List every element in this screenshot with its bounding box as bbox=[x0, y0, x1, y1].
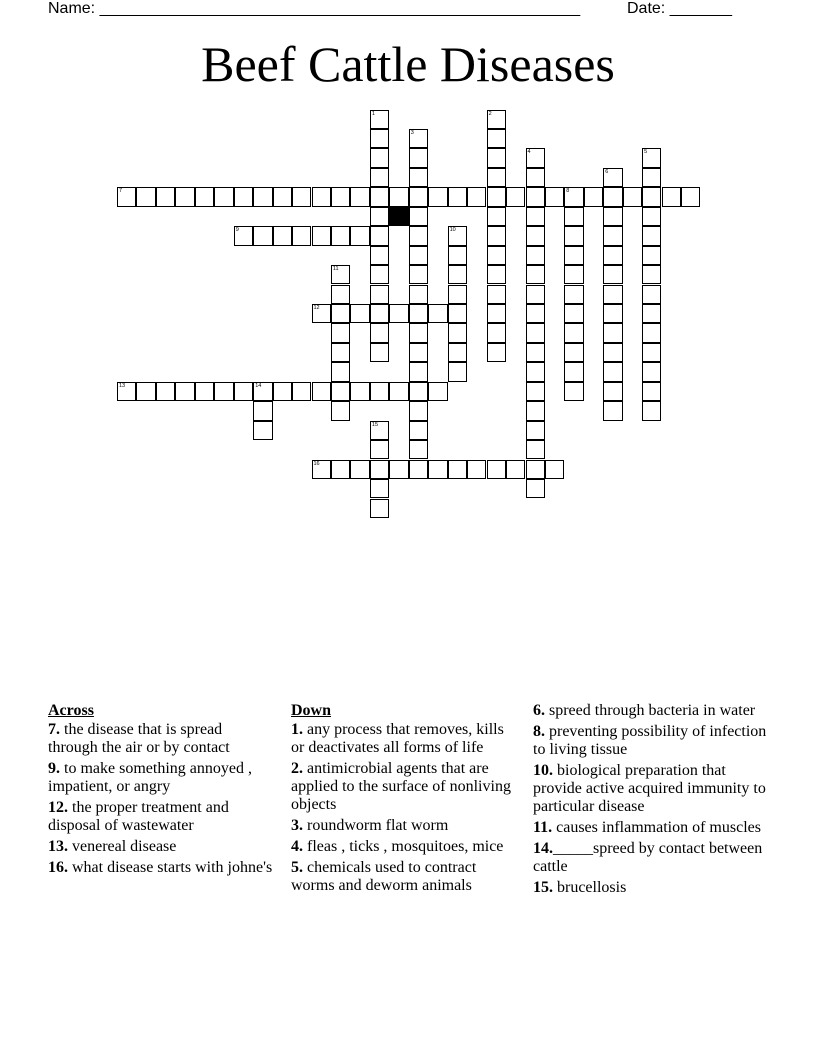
down-clue bbox=[291, 859, 517, 895]
grid-cell[interactable] bbox=[117, 187, 136, 206]
grid-cell[interactable] bbox=[448, 226, 467, 245]
grid-cell[interactable] bbox=[467, 187, 486, 206]
grid-cell[interactable] bbox=[448, 187, 467, 206]
across-heading: Across bbox=[48, 702, 94, 719]
grid-cell[interactable] bbox=[564, 246, 583, 265]
grid-cell[interactable] bbox=[370, 343, 389, 362]
grid-cell[interactable] bbox=[487, 323, 506, 342]
down-clue bbox=[533, 702, 773, 720]
cell-number: 11 bbox=[332, 266, 339, 273]
grid-cell[interactable] bbox=[409, 246, 428, 265]
grid-cell[interactable] bbox=[526, 440, 545, 459]
cell-number: 1 bbox=[371, 110, 375, 117]
grid-cell[interactable] bbox=[292, 226, 311, 245]
grid-cell[interactable] bbox=[506, 187, 525, 206]
grid-cell[interactable] bbox=[603, 285, 622, 304]
grid-cell[interactable] bbox=[175, 382, 194, 401]
page-title: Beef Cattle Diseases bbox=[201, 36, 615, 92]
grid-cell[interactable] bbox=[487, 168, 506, 187]
grid-cell[interactable] bbox=[467, 460, 486, 479]
grid-cell[interactable] bbox=[409, 421, 428, 440]
grid-cell[interactable] bbox=[642, 343, 661, 362]
grid-cell[interactable] bbox=[370, 499, 389, 518]
clue-number: 2. bbox=[291, 760, 303, 777]
cell-number: 13 bbox=[119, 382, 126, 389]
across-clues bbox=[48, 702, 274, 880]
grid-cell[interactable] bbox=[428, 187, 447, 206]
name-field-label: Name: ______________________________________________________ bbox=[48, 0, 581, 17]
grid-cell[interactable] bbox=[603, 168, 622, 187]
clue-text: brucellosis bbox=[553, 879, 627, 896]
grid-cell[interactable] bbox=[526, 323, 545, 342]
grid-cell[interactable] bbox=[195, 382, 214, 401]
grid-cell[interactable] bbox=[331, 460, 350, 479]
grid-cell[interactable] bbox=[409, 304, 428, 323]
cell-number: 14 bbox=[255, 382, 262, 389]
grid-cell[interactable] bbox=[409, 285, 428, 304]
clue-text: to make something annoyed , impatient, or angry bbox=[48, 760, 252, 795]
grid-cell[interactable] bbox=[681, 187, 700, 206]
grid-cell[interactable] bbox=[642, 246, 661, 265]
grid-cell[interactable] bbox=[487, 226, 506, 245]
clue-text: any process that removes, kills or deactivates all forms of life bbox=[291, 721, 504, 756]
grid-cell[interactable] bbox=[564, 226, 583, 245]
grid-cell[interactable] bbox=[370, 226, 389, 245]
grid-cell[interactable] bbox=[370, 285, 389, 304]
grid-cell[interactable] bbox=[253, 187, 272, 206]
grid-cell[interactable] bbox=[545, 187, 564, 206]
cell-number: 12 bbox=[313, 305, 320, 311]
grid-cell[interactable] bbox=[448, 323, 467, 342]
grid-cell[interactable] bbox=[370, 479, 389, 498]
grid-cell[interactable] bbox=[428, 460, 447, 479]
cell-number: 3 bbox=[410, 129, 414, 136]
clue-text: preventing possibility of infection to living tissue bbox=[533, 723, 767, 758]
clue-text: venereal disease bbox=[68, 838, 177, 855]
grid-cell[interactable] bbox=[487, 265, 506, 284]
grid-cell[interactable] bbox=[409, 401, 428, 420]
grid-cell[interactable] bbox=[312, 187, 331, 206]
grid-cell[interactable] bbox=[331, 285, 350, 304]
grid-cell[interactable] bbox=[195, 187, 214, 206]
cell-number: 7 bbox=[119, 188, 123, 195]
grid-cell[interactable] bbox=[448, 460, 467, 479]
cell-number: 6 bbox=[605, 168, 609, 175]
grid-cell[interactable] bbox=[312, 226, 331, 245]
down-clue bbox=[533, 762, 773, 816]
grid-cell[interactable] bbox=[487, 207, 506, 226]
grid-cell[interactable] bbox=[564, 265, 583, 284]
grid-cell[interactable] bbox=[350, 304, 369, 323]
grid-cell[interactable] bbox=[370, 421, 389, 440]
grid-cell[interactable] bbox=[370, 246, 389, 265]
clue-text: spreed through bacteria in water bbox=[545, 702, 756, 719]
grid-cell[interactable] bbox=[409, 440, 428, 459]
clue-number: 1. bbox=[291, 721, 303, 738]
grid-cell[interactable] bbox=[526, 226, 545, 245]
grid-cell[interactable] bbox=[389, 460, 408, 479]
grid-cell[interactable] bbox=[370, 110, 389, 129]
grid-cell[interactable] bbox=[603, 246, 622, 265]
grid-cell[interactable] bbox=[564, 187, 583, 206]
down-clue bbox=[533, 879, 773, 897]
grid-cell[interactable] bbox=[642, 187, 661, 206]
clue-text: biological preparation that provide active acquired immunity to particular disease bbox=[533, 762, 766, 815]
grid-cell[interactable] bbox=[642, 148, 661, 167]
down-clues-continued bbox=[533, 702, 773, 900]
clue-text: causes inflammation of muscles bbox=[552, 819, 761, 836]
grid-cell[interactable] bbox=[428, 382, 447, 401]
grid-cell[interactable] bbox=[370, 207, 389, 226]
down-clue bbox=[291, 817, 517, 835]
grid-cell[interactable] bbox=[642, 285, 661, 304]
grid-cell[interactable] bbox=[545, 460, 564, 479]
clue-number: 14. bbox=[533, 840, 553, 857]
clue-number: 16. bbox=[48, 859, 68, 876]
clue-number: 3. bbox=[291, 817, 303, 834]
grid-cell[interactable] bbox=[526, 304, 545, 323]
grid-cell[interactable] bbox=[312, 460, 331, 479]
grid-cell[interactable] bbox=[312, 304, 331, 323]
grid-cell[interactable] bbox=[370, 265, 389, 284]
grid-cell[interactable] bbox=[603, 323, 622, 342]
cell-number: 4 bbox=[527, 149, 531, 156]
grid-cell[interactable] bbox=[370, 304, 389, 323]
grid-cell[interactable] bbox=[331, 401, 350, 420]
clue-number: 8. bbox=[533, 723, 545, 740]
grid-cell[interactable] bbox=[526, 401, 545, 420]
grid-cell[interactable] bbox=[642, 401, 661, 420]
grid-cell[interactable] bbox=[526, 148, 545, 167]
grid-cell[interactable] bbox=[331, 187, 350, 206]
grid-cell[interactable] bbox=[409, 362, 428, 381]
clue-text: the disease that is spread through the air or by contact bbox=[48, 721, 230, 756]
grid-cell[interactable] bbox=[564, 285, 583, 304]
grid-cell[interactable] bbox=[603, 304, 622, 323]
clue-text: roundworm flat worm bbox=[303, 817, 449, 834]
grid-cell[interactable] bbox=[156, 382, 175, 401]
down-clue bbox=[291, 760, 517, 814]
across-clue bbox=[48, 799, 274, 835]
grid-cell[interactable] bbox=[448, 343, 467, 362]
grid-cell[interactable] bbox=[642, 362, 661, 381]
grid-cell[interactable] bbox=[253, 226, 272, 245]
grid-cell[interactable] bbox=[409, 226, 428, 245]
grid-cell[interactable] bbox=[370, 382, 389, 401]
grid-cell[interactable] bbox=[253, 382, 272, 401]
clue-number: 6. bbox=[533, 702, 545, 719]
clue-number: 5. bbox=[291, 859, 303, 876]
grid-cell[interactable] bbox=[526, 421, 545, 440]
grid-cell[interactable] bbox=[526, 382, 545, 401]
down-heading: Down bbox=[291, 702, 332, 719]
grid-cell[interactable] bbox=[409, 343, 428, 362]
grid-cell[interactable] bbox=[603, 207, 622, 226]
grid-cell[interactable] bbox=[526, 285, 545, 304]
grid-cell[interactable] bbox=[603, 362, 622, 381]
clue-number: 12. bbox=[48, 799, 68, 816]
cell-number: 10 bbox=[449, 227, 456, 234]
clue-number: 13. bbox=[48, 838, 68, 855]
clue-number: 9. bbox=[48, 760, 60, 777]
grid-cell[interactable] bbox=[526, 168, 545, 187]
grid-cell[interactable] bbox=[506, 460, 525, 479]
down-clue bbox=[533, 723, 773, 759]
grid-cell[interactable] bbox=[292, 382, 311, 401]
grid-cell[interactable] bbox=[350, 382, 369, 401]
grid-cell[interactable] bbox=[350, 460, 369, 479]
grid-block bbox=[389, 207, 408, 226]
grid-cell[interactable] bbox=[564, 362, 583, 381]
clue-number: 4. bbox=[291, 838, 303, 855]
clue-text: the proper treatment and disposal of wastewater bbox=[48, 799, 229, 834]
grid-cell[interactable] bbox=[117, 382, 136, 401]
grid-cell[interactable] bbox=[564, 323, 583, 342]
grid-cell[interactable] bbox=[409, 382, 428, 401]
grid-cell[interactable] bbox=[448, 285, 467, 304]
grid-cell[interactable] bbox=[448, 246, 467, 265]
grid-cell[interactable] bbox=[234, 187, 253, 206]
grid-cell[interactable] bbox=[642, 382, 661, 401]
grid-cell[interactable] bbox=[370, 323, 389, 342]
grid-cell[interactable] bbox=[448, 304, 467, 323]
grid-cell[interactable] bbox=[234, 382, 253, 401]
grid-cell[interactable] bbox=[136, 187, 155, 206]
grid-cell[interactable] bbox=[487, 285, 506, 304]
grid-cell[interactable] bbox=[487, 343, 506, 362]
grid-cell[interactable] bbox=[273, 226, 292, 245]
down-clue bbox=[291, 721, 517, 757]
grid-cell[interactable] bbox=[603, 226, 622, 245]
grid-cell[interactable] bbox=[409, 460, 428, 479]
grid-cell[interactable] bbox=[175, 187, 194, 206]
grid-cell[interactable] bbox=[409, 265, 428, 284]
grid-cell[interactable] bbox=[214, 382, 233, 401]
clue-text: what disease starts with johne's bbox=[68, 859, 273, 876]
clue-number: 15. bbox=[533, 879, 553, 896]
grid-cell[interactable] bbox=[428, 304, 447, 323]
grid-cell[interactable] bbox=[253, 421, 272, 440]
grid-cell[interactable] bbox=[603, 343, 622, 362]
grid-cell[interactable] bbox=[292, 187, 311, 206]
grid-cell[interactable] bbox=[526, 187, 545, 206]
grid-cell[interactable] bbox=[487, 460, 506, 479]
grid-cell[interactable] bbox=[389, 187, 408, 206]
grid-cell[interactable] bbox=[642, 168, 661, 187]
grid-cell[interactable] bbox=[350, 187, 369, 206]
grid-cell[interactable] bbox=[526, 460, 545, 479]
down-clues bbox=[291, 702, 517, 898]
grid-cell[interactable] bbox=[623, 187, 642, 206]
across-clue bbox=[48, 838, 274, 856]
grid-cell[interactable] bbox=[526, 343, 545, 362]
grid-cell[interactable] bbox=[370, 168, 389, 187]
cell-number: 5 bbox=[644, 149, 648, 156]
down-clue bbox=[533, 840, 773, 876]
grid-cell[interactable] bbox=[331, 343, 350, 362]
clue-text: _____spreed by contact between cattle bbox=[533, 840, 763, 875]
grid-cell[interactable] bbox=[487, 129, 506, 148]
grid-cell[interactable] bbox=[603, 187, 622, 206]
grid-cell[interactable] bbox=[564, 382, 583, 401]
grid-cell[interactable] bbox=[526, 207, 545, 226]
grid-cell[interactable] bbox=[487, 187, 506, 206]
clue-text: chemicals used to contract worms and deworm animals bbox=[291, 859, 477, 894]
clue-number: 10. bbox=[533, 762, 553, 779]
cell-number: 15 bbox=[371, 421, 379, 428]
grid-cell[interactable] bbox=[564, 304, 583, 323]
grid-cell[interactable] bbox=[409, 207, 428, 226]
clue-text: fleas , ticks , mosquitoes, mice bbox=[303, 838, 504, 855]
clue-number: 11. bbox=[533, 819, 553, 836]
grid-cell[interactable] bbox=[409, 129, 428, 148]
clue-text: antimicrobial agents that are applied to the surface of nonliving objects bbox=[291, 760, 511, 813]
grid-cell[interactable] bbox=[642, 323, 661, 342]
grid-cell[interactable] bbox=[564, 207, 583, 226]
cell-number: 9 bbox=[235, 227, 239, 234]
grid-cell[interactable] bbox=[409, 187, 428, 206]
grid-cell[interactable] bbox=[642, 226, 661, 245]
clue-number: 7. bbox=[48, 721, 60, 738]
grid-cell[interactable] bbox=[234, 226, 253, 245]
grid-cell[interactable] bbox=[370, 440, 389, 459]
grid-cell[interactable] bbox=[564, 343, 583, 362]
grid-cell[interactable] bbox=[603, 265, 622, 284]
across-clue bbox=[48, 721, 274, 757]
grid-cell[interactable] bbox=[370, 129, 389, 148]
grid-cell[interactable] bbox=[370, 148, 389, 167]
grid-cell[interactable] bbox=[642, 265, 661, 284]
grid-cell[interactable] bbox=[273, 382, 292, 401]
grid-cell[interactable] bbox=[331, 362, 350, 381]
grid-cell[interactable] bbox=[370, 460, 389, 479]
grid-cell[interactable] bbox=[409, 323, 428, 342]
grid-cell[interactable] bbox=[312, 382, 331, 401]
grid-cell[interactable] bbox=[214, 187, 233, 206]
grid-cell[interactable] bbox=[156, 187, 175, 206]
across-clue bbox=[48, 859, 274, 877]
grid-cell[interactable] bbox=[331, 323, 350, 342]
grid-cell[interactable] bbox=[331, 304, 350, 323]
grid-cell[interactable] bbox=[331, 265, 350, 284]
grid-cell[interactable] bbox=[331, 382, 350, 401]
grid-cell[interactable] bbox=[487, 148, 506, 167]
grid-cell[interactable] bbox=[603, 382, 622, 401]
grid-cell[interactable] bbox=[487, 110, 506, 129]
grid-cell[interactable] bbox=[389, 304, 408, 323]
grid-cell[interactable] bbox=[253, 401, 272, 420]
grid-cell[interactable] bbox=[331, 226, 350, 245]
grid-cell[interactable] bbox=[448, 265, 467, 284]
grid-cell[interactable] bbox=[603, 401, 622, 420]
grid-cell[interactable] bbox=[642, 304, 661, 323]
grid-cell[interactable] bbox=[662, 187, 681, 206]
grid-cell[interactable] bbox=[409, 168, 428, 187]
grid-cell[interactable] bbox=[136, 382, 155, 401]
grid-cell[interactable] bbox=[370, 187, 389, 206]
grid-cell[interactable] bbox=[350, 226, 369, 245]
cell-number: 8 bbox=[566, 188, 570, 195]
grid-cell[interactable] bbox=[389, 382, 408, 401]
date-field-label: Date: _______ bbox=[627, 0, 732, 17]
grid-cell[interactable] bbox=[526, 246, 545, 265]
down-clue bbox=[291, 838, 517, 856]
cell-number: 2 bbox=[488, 110, 492, 117]
grid-cell[interactable] bbox=[526, 479, 545, 498]
grid-cell[interactable] bbox=[526, 265, 545, 284]
grid-cell[interactable] bbox=[448, 362, 467, 381]
grid-cell[interactable] bbox=[526, 362, 545, 381]
grid-cell[interactable] bbox=[642, 207, 661, 226]
grid-cell[interactable] bbox=[273, 187, 292, 206]
grid-cell[interactable] bbox=[409, 148, 428, 167]
across-clue bbox=[48, 760, 274, 796]
down-clue bbox=[533, 819, 773, 837]
grid-cell[interactable] bbox=[487, 246, 506, 265]
grid-cell[interactable] bbox=[584, 187, 603, 206]
grid-cell[interactable] bbox=[487, 304, 506, 323]
cell-number: 16 bbox=[313, 460, 320, 467]
